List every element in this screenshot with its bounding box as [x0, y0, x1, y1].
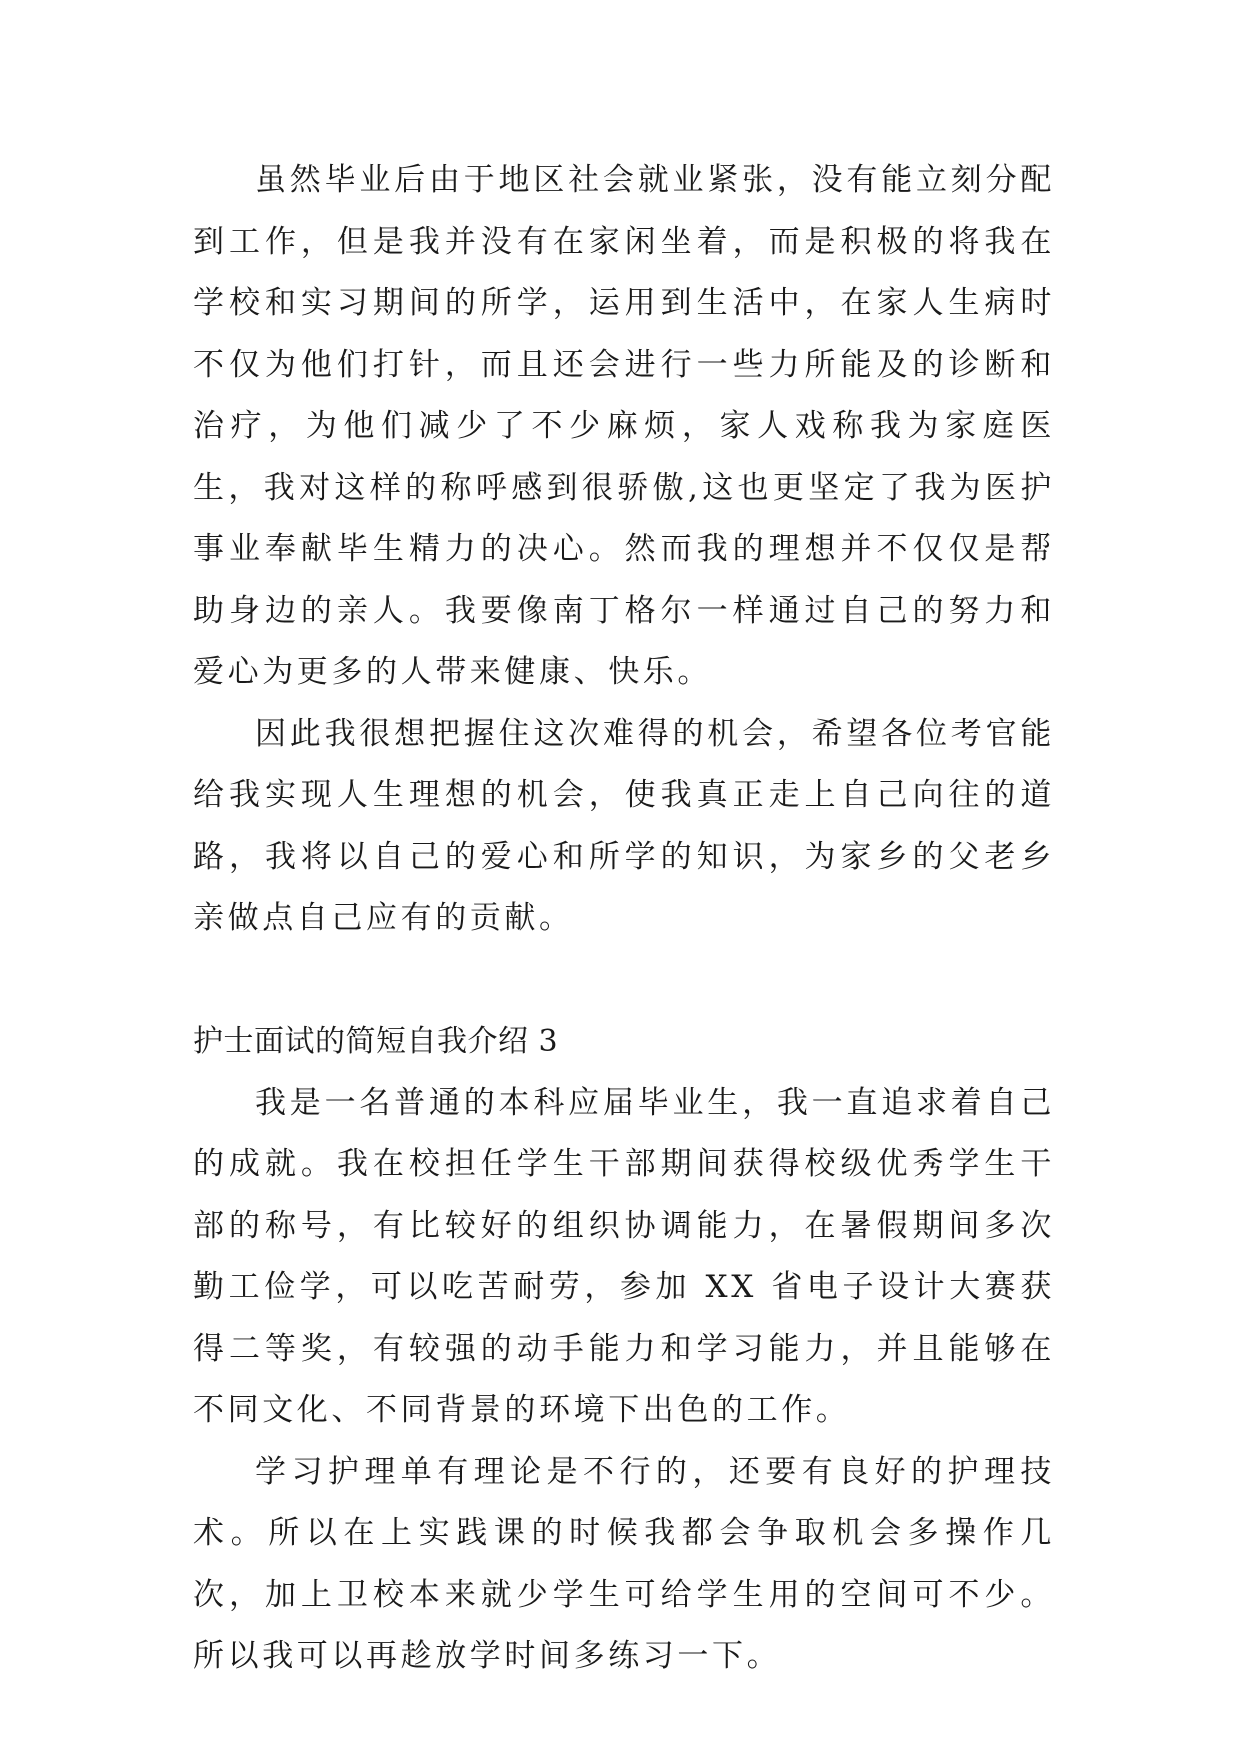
section-heading: 护士面试的简短自我介绍 3 — [193, 1024, 559, 1059]
paragraph-opportunity: 因此我很想把握住这次难得的机会，希望各位考官能给我实现人生理想的机会，使我真正走上自己向往的道路，我将以自己的爱心和所学的知识，为家乡的父老乡亲做点自己应有的贡献。 — [193, 715, 1055, 936]
paragraph-nursing-practice: 学习护理单有理论是不行的，还要有良好的护理技术。所以在上实践课的时候我都会争取机会多操作几次，加上卫校本来就少学生可给学生用的空间可不少。所以我可以再趁放学时间多练习一下。 — [193, 1453, 1055, 1674]
paragraph-employment: 虽然毕业后由于地区社会就业紧张，没有能立刻分配到工作，但是我并没有在家闲坐着，而是积极的将我在学校和实习期间的所学，运用到生活中，在家人生病时不仅为他们打针，而且还会进行一些力所能及的诊断和治疗，为他们减少了不少麻烦，家人戏称我为家庭医生，我对这样的称呼感到很骄傲,这也更坚定了我为医护事业奉献毕生精力的决心。然而我的理想并不仅仅是帮助身边的亲人。我要像南丁格尔一样通过自己的努力和爱心为更多的人带来健康、快乐。 — [193, 162, 1055, 690]
paragraph-self-intro: 我是一名普通的本科应届毕业生，我一直追求着自己的成就。我在校担任学生干部期间获得校级优秀学生干部的称号，有比较好的组织协调能力，在暑假期间多次勤工俭学，可以吃苦耐劳，参加 XX 省电子设计大赛获得二等奖，有较强的动手能力和学习能力，并且能够在不同文化、不同背景的环境下出色的工作。 — [193, 1084, 1055, 1428]
document-body — [193, 150, 1055, 1688]
